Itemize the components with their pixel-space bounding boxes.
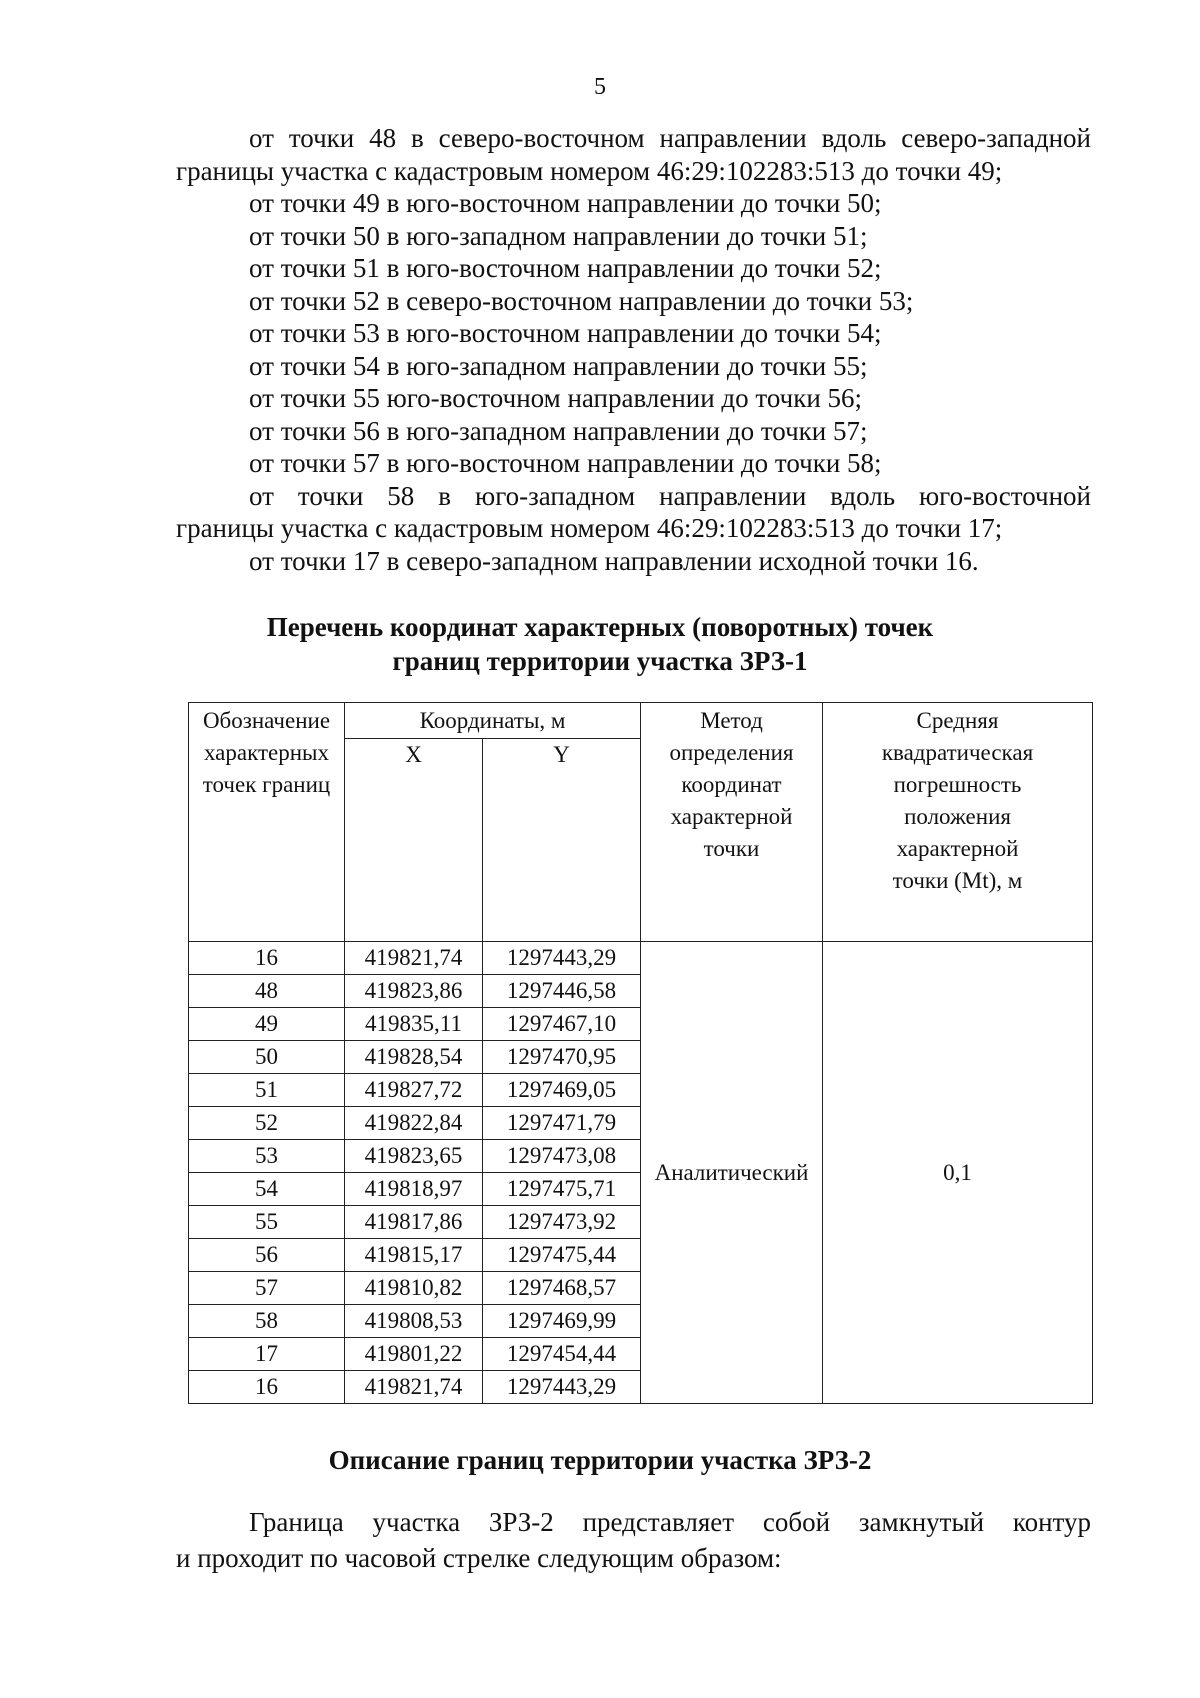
method-cell: Аналитический — [641, 942, 823, 1404]
route-line: от точки 48 в северо-восточном направлении вдоль северо-западной — [249, 123, 1091, 153]
route-description — [176, 122, 1091, 577]
point-cell: 57 — [189, 1272, 345, 1305]
y-cell: 1297443,29 — [483, 1371, 641, 1404]
point-cell: 16 — [189, 942, 345, 975]
x-cell: 419821,74 — [345, 942, 483, 975]
coordinates-table — [188, 702, 1093, 1404]
route-line: от точки 57 в юго-восточном направлении до точки 58; — [249, 448, 882, 478]
y-cell: 1297467,10 — [483, 1008, 641, 1041]
route-line: от точки 54 в юго-западном направлении до точки 55; — [249, 350, 868, 381]
y-cell: 1297468,57 — [483, 1272, 641, 1305]
x-cell: 419821,74 — [345, 1371, 483, 1404]
point-cell: 55 — [189, 1206, 345, 1239]
x-cell: 419808,53 — [345, 1305, 483, 1338]
point-cell: 16 — [189, 1371, 345, 1404]
y-cell: 1297473,92 — [483, 1206, 641, 1239]
point-cell: 17 — [189, 1338, 345, 1371]
route-line: от точки 58 в юго-западном направлении вдоль юго-восточной — [249, 480, 1091, 511]
x-cell: 419815,17 — [345, 1239, 483, 1272]
route-line: границы участка с кадастровым номером 46:29:102283:513 до точки 17; — [176, 513, 1003, 543]
header-method: Метод определения координат характерной точки — [641, 703, 823, 942]
intro-paragraph — [176, 1504, 1091, 1576]
point-cell: 53 — [189, 1140, 345, 1173]
point-cell: 54 — [189, 1173, 345, 1206]
route-line: от точки 51 в юго-восточном направлении до точки 52; — [249, 253, 882, 283]
route-line: от точки 49 в юго-восточном направлении до точки 50; — [249, 188, 882, 218]
y-cell: 1297446,58 — [483, 975, 641, 1008]
table-heading-line2: границ территории участка ЗРЗ-1 — [392, 646, 808, 676]
route-line: от точки 56 в юго-западном направлении до точки 57; — [249, 415, 868, 446]
x-cell: 419827,72 — [345, 1074, 483, 1107]
header-designation: Обозначение характерных точек границ — [189, 703, 345, 942]
x-cell: 419828,54 — [345, 1041, 483, 1074]
error-cell: 0,1 — [823, 942, 1093, 1404]
point-cell: 50 — [189, 1041, 345, 1074]
point-cell: 48 — [189, 975, 345, 1008]
section-heading: Описание границ территории участка ЗРЗ-2 — [328, 1445, 872, 1475]
route-line: от точки 52 в северо-восточном направлении до точки 53; — [249, 285, 914, 316]
x-cell: 419835,11 — [345, 1008, 483, 1041]
x-cell: 419823,65 — [345, 1140, 483, 1173]
header-y: Y — [483, 739, 641, 942]
y-cell: 1297475,44 — [483, 1239, 641, 1272]
x-cell: 419810,82 — [345, 1272, 483, 1305]
route-line: от точки 53 в юго-восточном направлении до точки 54; — [249, 318, 882, 348]
x-cell: 419823,86 — [345, 975, 483, 1008]
x-cell: 419817,86 — [345, 1206, 483, 1239]
table-row — [189, 942, 1093, 975]
intro-line2: и проходит по часовой стрелке следующим образом: — [176, 1543, 782, 1573]
y-cell: 1297470,95 — [483, 1041, 641, 1074]
header-coordinates: Координаты, м — [345, 703, 641, 739]
header-error: Средняя квадратическая погрешность положения характерной точки (Mt), м — [823, 703, 1093, 942]
point-cell: 51 — [189, 1074, 345, 1107]
route-line: границы участка с кадастровым номером 46:29:102283:513 до точки 49; — [176, 155, 1003, 186]
point-cell: 56 — [189, 1239, 345, 1272]
y-cell: 1297471,79 — [483, 1107, 641, 1140]
point-cell: 49 — [189, 1008, 345, 1041]
intro-line1: Граница участка ЗРЗ-2 представляет собой замкнутый контур — [249, 1507, 1091, 1537]
y-cell: 1297443,29 — [483, 942, 641, 975]
table-heading — [0, 610, 1200, 678]
page-number: 5 — [594, 74, 606, 100]
y-cell: 1297454,44 — [483, 1338, 641, 1371]
point-cell: 52 — [189, 1107, 345, 1140]
route-line: от точки 17 в северо-западном направлении исходной точки 16. — [249, 545, 979, 576]
x-cell: 419822,84 — [345, 1107, 483, 1140]
header-x: X — [345, 739, 483, 942]
table-heading-line1: Перечень координат характерных (поворотных) точек — [266, 612, 934, 642]
y-cell: 1297469,05 — [483, 1074, 641, 1107]
y-cell: 1297473,08 — [483, 1140, 641, 1173]
y-cell: 1297469,99 — [483, 1305, 641, 1338]
route-line: от точки 50 в юго-западном направлении до точки 51; — [249, 220, 868, 251]
x-cell: 419801,22 — [345, 1338, 483, 1371]
route-line: от точки 55 юго-восточном направлении до точки 56; — [249, 383, 863, 413]
x-cell: 419818,97 — [345, 1173, 483, 1206]
point-cell: 58 — [189, 1305, 345, 1338]
y-cell: 1297475,71 — [483, 1173, 641, 1206]
